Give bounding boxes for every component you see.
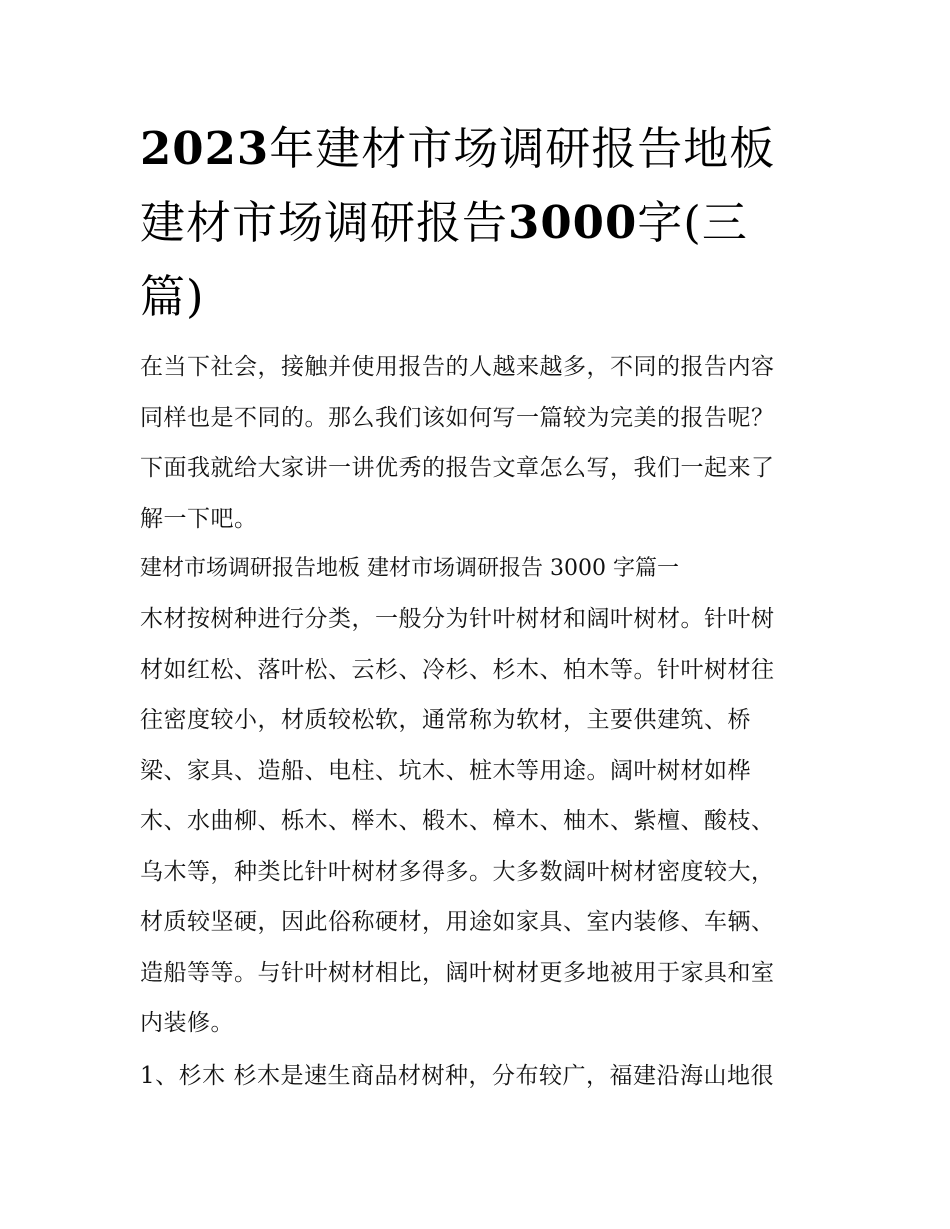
- list-item-1: 1、杉木 杉木是速生商品材树种，分布较广，福建沿海山地很: [140, 1062, 774, 1089]
- document-title: [140, 112, 815, 334]
- body-line: 木、水曲柳、栎木、榉木、椴木、樟木、柚木、紫檀、酸枝、: [140, 808, 775, 834]
- title-text-2a: 建材市场调研报告: [140, 196, 509, 249]
- title-line-2: [140, 186, 815, 260]
- title-text-1: 年建材市场调研报告地板: [269, 122, 776, 175]
- body-line: 材如红松、落叶松、云杉、冷杉、杉木、柏木等。针叶树材往: [140, 656, 775, 683]
- body-line: 材质较坚硬，因此俗称硬材，用途如家具、室内装修、车辆、: [140, 909, 775, 935]
- title-word-count: 3000: [508, 196, 638, 249]
- body-line: 梁、家具、造船、电柱、坑木、桩木等用途。阔叶树材如桦: [140, 757, 751, 784]
- body-line: 内装修。: [140, 1010, 234, 1036]
- title-year: 2023: [140, 122, 270, 175]
- section-heading: 建材市场调研报告地板 建材市场调研报告 3000 字篇一: [140, 556, 679, 581]
- body-line: 往密度较小，材质较松软，通常称为软材，主要供建筑、桥: [140, 707, 751, 733]
- title-text-2b: 字(三: [637, 196, 748, 249]
- body-line: 木材按树种进行分类，一般分为针叶树材和阔叶树材。针叶树: [140, 606, 775, 632]
- intro-line: 下面我就给大家讲一讲优秀的报告文章怎么写，我们一起来了: [140, 455, 775, 481]
- body-line: 造船等等。与针叶树材相比，阔叶树材更多地被用于家具和室: [140, 959, 775, 986]
- intro-line: 同样也是不同的。那么我们该如何写一篇较为完美的报告呢？: [140, 404, 775, 431]
- title-text-3: 篇): [140, 270, 205, 323]
- intro-line: 解一下吧。: [140, 505, 258, 532]
- document-content: [140, 112, 815, 1101]
- body-line: 乌木等，种类比针叶树材多得多。大多数阔叶树材密度较大，: [140, 858, 775, 885]
- title-line-1: [140, 112, 815, 186]
- intro-paragraph: [140, 342, 815, 544]
- body-paragraph: [140, 594, 815, 1049]
- intro-line: 在当下社会，接触并使用报告的人越来越多，不同的报告内容: [140, 354, 775, 380]
- title-line-3: [140, 260, 815, 334]
